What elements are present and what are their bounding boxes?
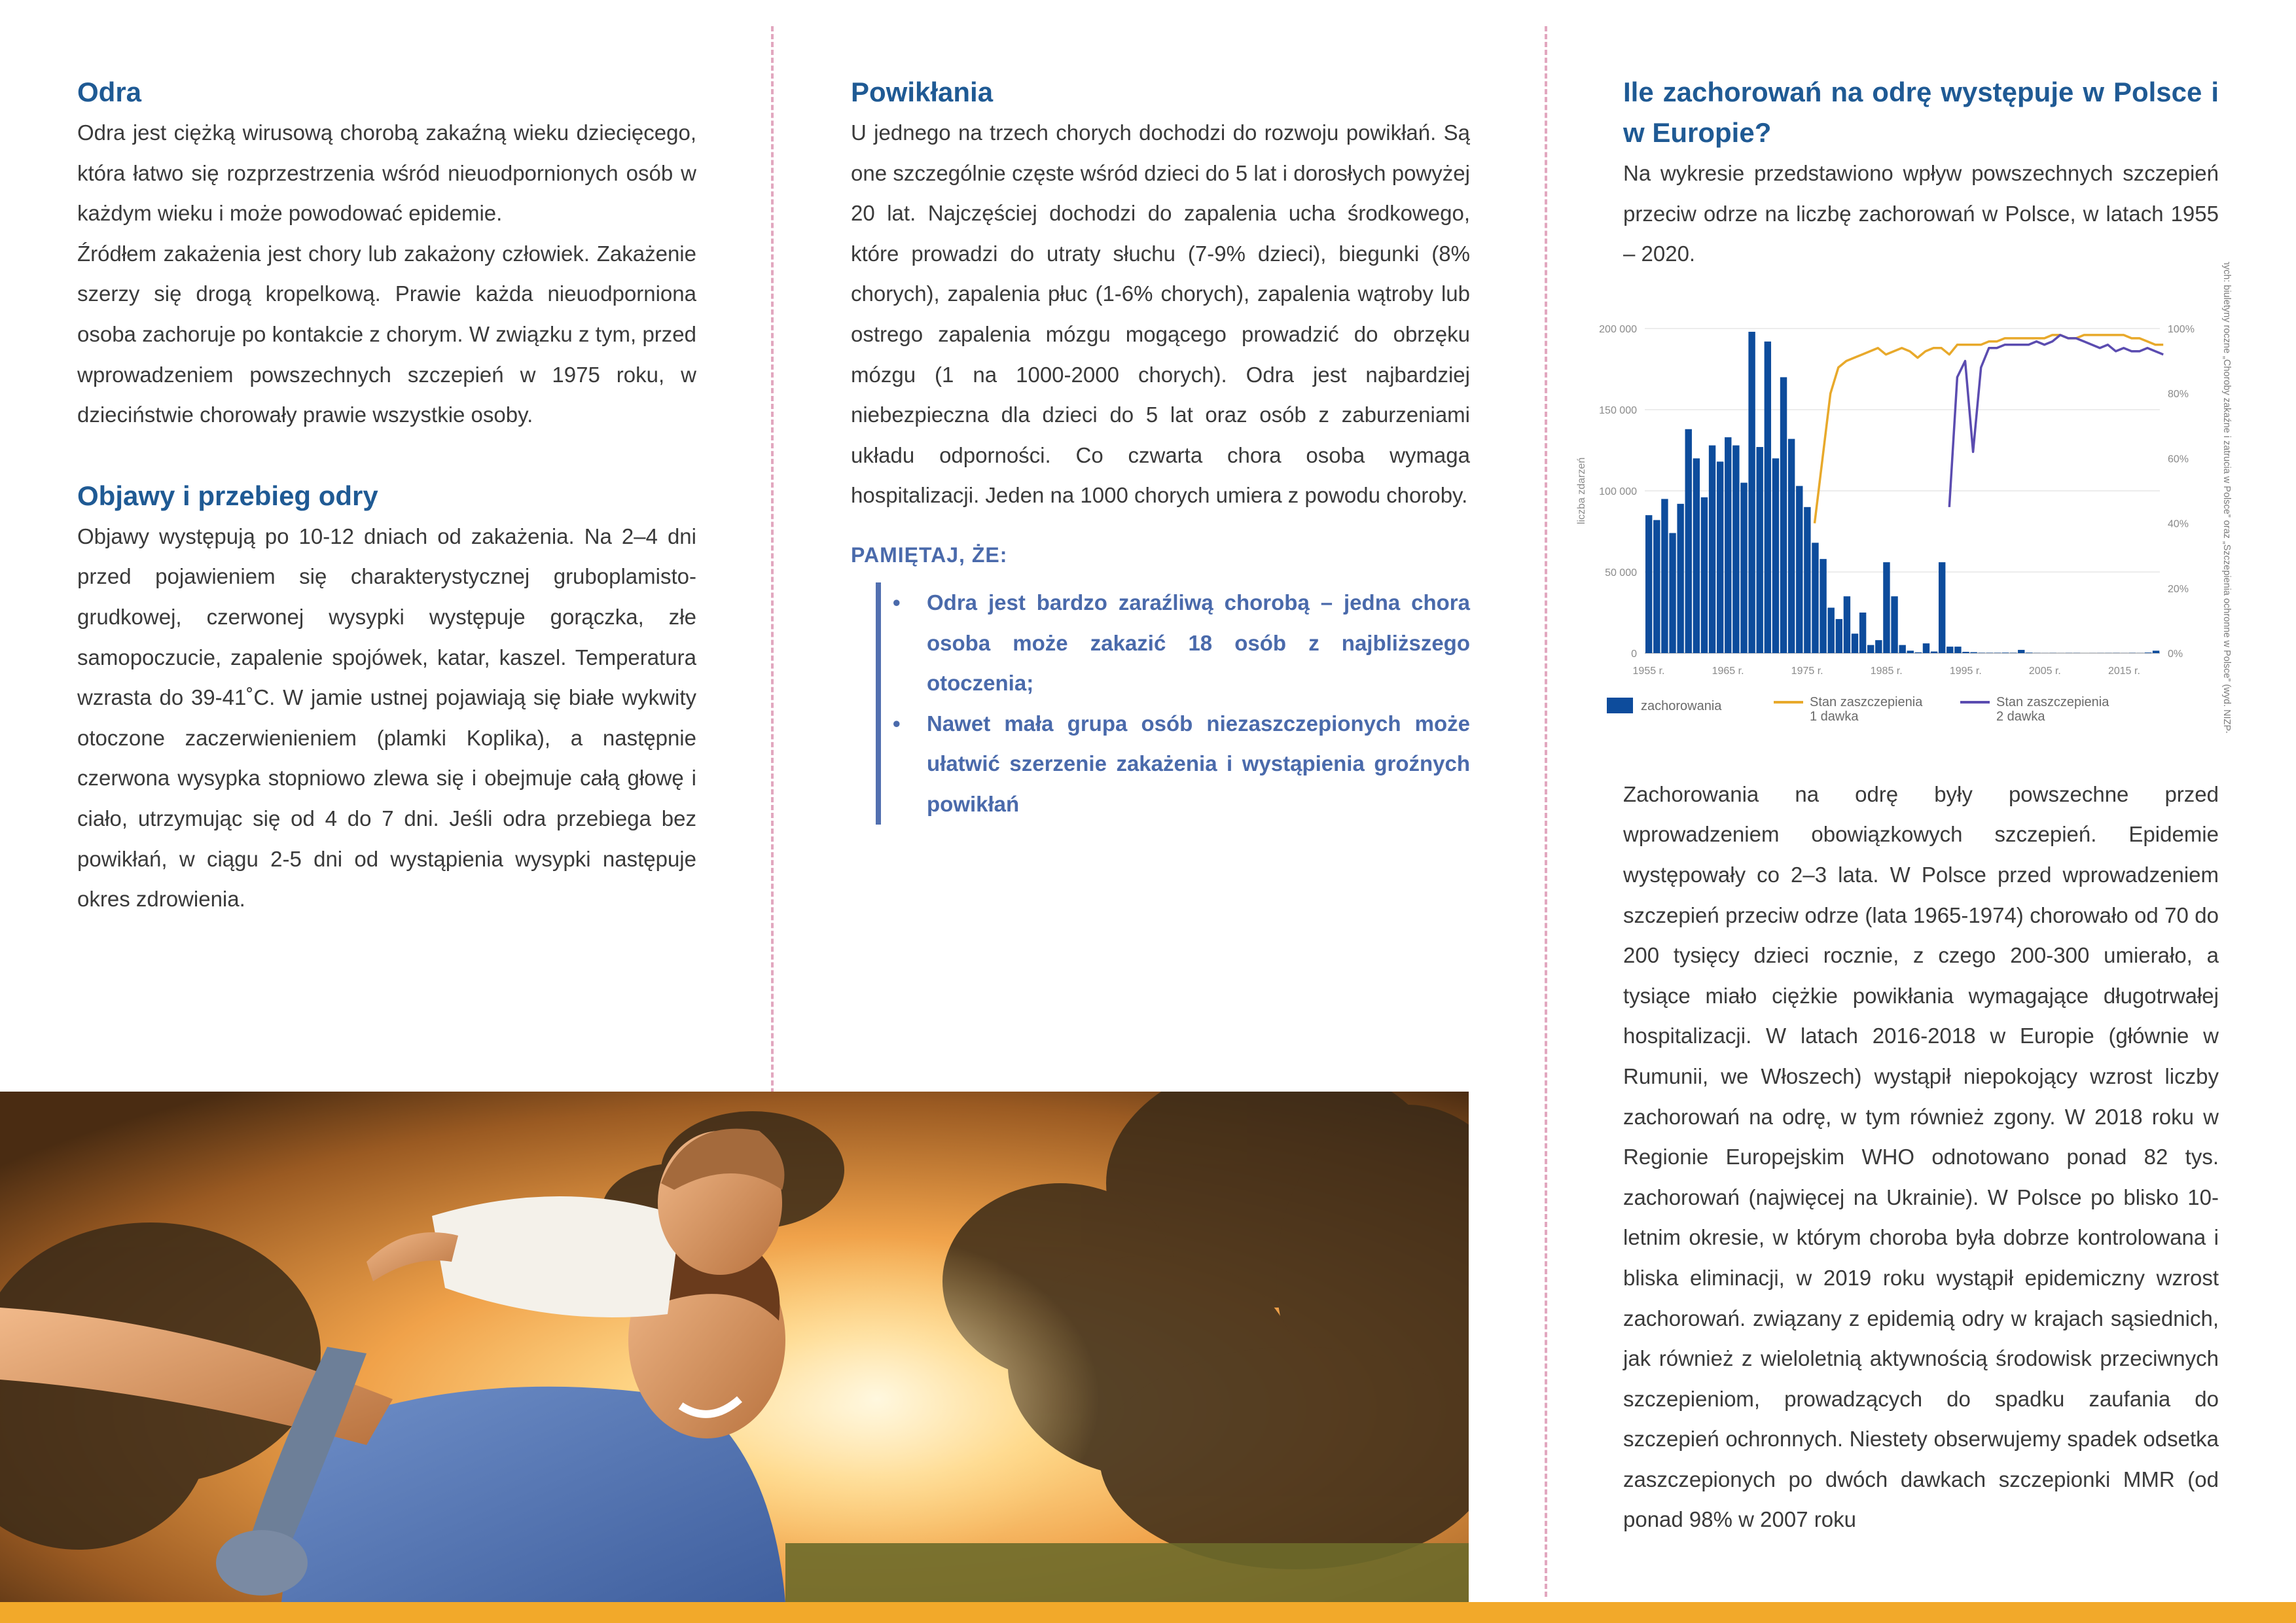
legend-label-dose-2-sub: 2 dawka (1996, 709, 2045, 724)
chart-bar (1827, 608, 1834, 653)
x-tick-label: 2005 r. (2028, 666, 2061, 677)
chart-bar (1677, 504, 1683, 653)
chart-bar (1875, 640, 1882, 653)
heading-measles: Odra (77, 77, 142, 107)
legend-label-dose-1-sub: 1 dawka (1810, 709, 1859, 724)
chart-bar (2153, 651, 2159, 653)
chart-bar (1899, 645, 1905, 653)
y-tick-label: 200 000 (1599, 324, 1637, 335)
chart-bar (2002, 652, 2009, 653)
chart-bar (1725, 437, 1731, 653)
chart-bar (1772, 458, 1779, 653)
chart-bar (1701, 497, 1708, 653)
remember-title: PAMIĘTAJ, ŻE: (851, 543, 1008, 567)
chart-source-note: Źródło danych: biuletyny roczne „Choroby zakaźne i zatrucia w Polsce” oraz „Szczepienia ochronne w Polsce” (wyd. NIZP-PZH GIS) (2221, 262, 2232, 733)
chart-bar (2145, 652, 2151, 653)
legend-swatch-cases (1607, 698, 1633, 713)
chart-bar (1915, 652, 1922, 653)
chart-bar (1812, 543, 1818, 653)
chart-bar (1748, 332, 1755, 653)
x-tick-label: 1965 r. (1712, 666, 1744, 677)
bottom-accent-bar (0, 1602, 2296, 1623)
chart-bar (1946, 647, 1953, 653)
x-tick-label: 1955 r. (1632, 666, 1665, 677)
paragraph-complications: U jednego na trzech chorych dochodzi do rozwoju powikłań. Są one szczególnie częste wśród dzieci do 5 lat i dorosłych powyżej 20 lat. Najczęściej dochodzi do zapalenia ucha środkowego, które prowadzi do utraty słuchu (7-9% dzieci), biegunki (8% chorych), zapalenia płuc (1-6% chorych), zapalenia wątroby lub ostrego zapalenia mózgu mogącego prowadzić do obrzęku mózgu (1 na 1000-2000 chorych). Odra jest najbardziej niebezpieczna dla dzieci do 5 lat oraz osób z zaburzeniami układu odporności. Co czwarta chora osoba wymaga hospitalizacji. Jeden na 1000 chorych umiera z powodu choroby. (851, 120, 1470, 508)
y-tick-label: 50 000 (1605, 567, 1637, 579)
chart-bar (1820, 559, 1826, 653)
chart-bar (1970, 652, 1977, 653)
paragraph-europe-stats: Zachorowania na odrę były powszechne przed wprowadzeniem obowiązkowych szczepień. Epidemie występowały co 2–3 lata. W Polsce przed wprowadzeniem szczepień przeciw odrze (lata 1965-1974) chorowało od 70 do 200 tysięcy dzieci rocznie, z czego 200-300 umierało, a tysiące miało ciężkie powikłania wymagające długotrwałej hospitalizacji. W latach 2016-2018 w Europie (głównie w Rumunii, we Włoszech) wystąpił niepokojący wzrost liczby zachorowań na odrę, w tym również zgony. W 2018 roku w Regionie Europejskim WHO odnotowano ponad 82 tys. zachorowań (najwięcej na Ukrainie). W Polsce po blisko 10-letnim okresie, w którym choroba była dobrze kontrolowana i bliska eliminacji, w 2019 roku wystąpił epidemiczny wzrost zachorowań. związany z epidemią odry w krajach sąsiednich, jak również z wieloletnią aktywnością środowisk przeciwnych szczepieniom, prowadzących do spadku zaufania do szczepień ochronnych. Niestety obserwujemy spadek odsetka zaszczepionych po dwóch dawkach szczepionki MMR (od ponad 98% w 2007 roku (1623, 781, 2219, 1532)
chart-bar (1788, 439, 1795, 653)
chart-bar (1859, 613, 1866, 653)
chart-bar (1867, 645, 1874, 653)
paragraph-symptoms: Objawy występują po 10-12 dniach od zakażenia. Na 2–4 dni przed pojawieniem się charakterystycznej gruboplamisto-grudkowej, czerwonej wysypki występuje gorączka, złe samopoczucie, zapalenie spojówek, katar, kaszel. Temperatura wzrasta do 39-41˚C. W jamie ustnej pojawiają się białe wykwity otoczone zaczerwienieniem (plamki Koplika), a następnie czerwona wysypka stopniowo zlewa się i obejmuje całą głowę i ciało, utrzymując się od 4 do 7 dni. Jeśli odra przebiega bez powikłań, w ciągu 2-5 dni od wystąpienia wysypki następuje okres zdrowienia. (77, 524, 696, 912)
remember-bullet-text: Nawet mała grupa osób niezaszczepionych może ułatwić szerzenie zakażenia i wystąpienia groźnych powikłań (927, 711, 1470, 816)
chart-bar (1765, 342, 1771, 653)
heading-statistics: Ile zachorowań na odrę występuje w Polsce i w Europie? (1623, 77, 2219, 148)
photo-father-and-child (0, 1092, 1469, 1602)
heading-complications: Powikłania (851, 77, 994, 107)
series-line-dose-1 (1815, 335, 2164, 524)
y2-tick-label: 40% (2168, 518, 2189, 530)
chart-bar (2018, 650, 2024, 653)
legend-label-dose-2: Stan zaszczepienia (1996, 695, 2109, 709)
column-complications (851, 72, 1470, 825)
chart-bar (1923, 643, 1929, 653)
x-tick-label: 1985 r. (1870, 666, 1903, 677)
remember-bullet-text: Odra jest bardzo zaraźliwą chorobą – jedna chora osoba może zakazić 18 osób z najbliższego otoczenia; (927, 590, 1470, 696)
chart-bar (1962, 652, 1969, 653)
chart-bar (1796, 486, 1803, 653)
chart-bar (1954, 647, 1961, 653)
chart-bar (1685, 429, 1692, 653)
x-tick-label: 1975 r. (1791, 666, 1823, 677)
x-tick-label: 1995 r. (1949, 666, 1982, 677)
legend-label-cases: zachorowania (1641, 699, 1722, 713)
bullet-dot: • (893, 590, 901, 615)
chart-bar (1804, 507, 1810, 653)
chart-bar (2026, 652, 2032, 653)
chart-bar (1709, 446, 1715, 653)
chart-bar (1645, 515, 1652, 653)
y2-tick-label: 80% (2168, 389, 2189, 401)
chart-bar (1852, 633, 1858, 653)
legend-label-dose-1: Stan zaszczepienia (1810, 695, 1923, 709)
chart-bar (1883, 562, 1890, 653)
measles-chart (1568, 262, 2248, 733)
series-line-dose-2 (1949, 335, 2163, 507)
heading-symptoms: Objawy i przebieg odry (77, 480, 378, 511)
y2-tick-label: 60% (2168, 454, 2189, 465)
paragraph-measles-intro: Odra jest ciężką wirusową chorobą zakaźną wieku dziecięcego, która łatwo się rozprzestrzenia wśród nieuodpornionych osób w każdym wieku i może powodować epidemie. (77, 120, 696, 226)
y2-tick-label: 0% (2168, 649, 2183, 660)
y2-tick-label: 20% (2168, 583, 2189, 595)
chart-bar (1931, 652, 1937, 653)
y-tick-label: 0 (1631, 649, 1637, 660)
y-tick-label: 100 000 (1599, 486, 1637, 497)
y-tick-label: 150 000 (1599, 405, 1637, 416)
remember-bullet (893, 704, 1470, 825)
chart-bar (1740, 483, 1747, 653)
paragraph-chart-intro: Na wykresie przedstawiono wpływ powszechnych szczepień przeciw odrze na liczbę zachorowań w Polsce, w latach 1955 – 2020. (1623, 161, 2219, 266)
measles-chart-svg (1568, 262, 2248, 733)
paragraph-infection-source: Źródłem zakażenia jest chory lub zakażony człowiek. Zakażenie szerzy się drogą kropelkową. Prawie każda nieuodporniona osoba zachoruje po kontakcie z chorym. W związku z tym, przed wprowadzeniem powszechnych szczepień w 1975 roku, w dzieciństwie chorowały prawie wszystkie osoby. (77, 241, 696, 427)
remember-bullet (893, 582, 1470, 704)
photo-illustration (0, 1092, 1469, 1602)
chart-bar (1661, 499, 1668, 653)
chart-bar (1907, 651, 1914, 653)
chart-bar (1891, 596, 1897, 653)
chart-bar (1836, 619, 1842, 653)
chart-bar (1780, 377, 1787, 653)
chart-bar (1693, 458, 1700, 653)
chart-bar (1717, 461, 1723, 653)
chart-bar (1732, 446, 1739, 653)
fold-line-right (1545, 26, 1547, 1597)
column-measles (77, 72, 696, 919)
y2-tick-label: 100% (2168, 324, 2195, 335)
chart-bar (1939, 562, 1945, 653)
chart-bar (1757, 447, 1763, 653)
bullet-dot: • (893, 711, 901, 736)
chart-bar (1669, 533, 1676, 653)
remember-box (876, 582, 1470, 825)
x-tick-label: 2015 r. (2108, 666, 2140, 677)
chart-bar (1653, 520, 1660, 653)
y-axis-label: liczba zdarzeń (1576, 457, 1587, 525)
chart-bar (1844, 596, 1850, 653)
